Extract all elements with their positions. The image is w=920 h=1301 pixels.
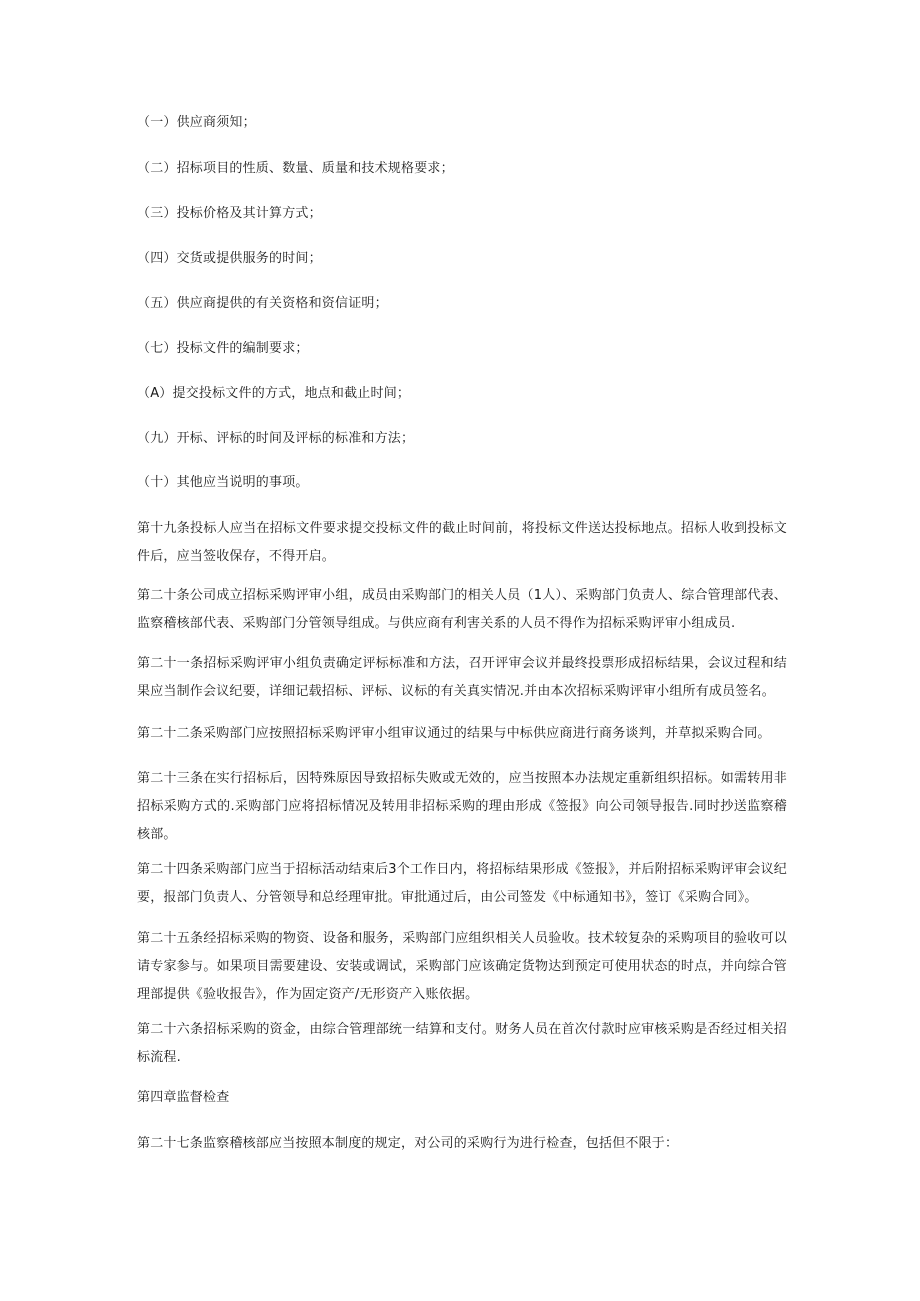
article-19: 第十九条投标人应当在招标文件要求提交投标文件的截止时间前，将投标文件送达投标地点。招标人收到投标文件后，应当签收保存，不得开启。: [137, 521, 787, 564]
list-item-1: （一）供应商须知；: [137, 115, 256, 130]
list-item-7: （七）投标文件的编制要求；: [137, 341, 309, 356]
list-item-9: （九）开标、评标的时间及评标的标准和方法；: [137, 431, 415, 446]
article-23: 第二十三条在实行招标后，因特殊原因导致招标失败或无效的，应当按照本办法规定重新组织招标。如需转用非招标采购方式的.采购部门应将招标情况及转用非招标采购的理由形成《签报》向公司领导报告.同时抄送监察稽核部。: [137, 771, 787, 842]
list-item-8: （A）提交投标文件的方式，地点和截止时间；: [137, 386, 411, 401]
list-item-4: （四）交货或提供服务的时间；: [137, 251, 322, 266]
article-20: 第二十条公司成立招标采购评审小组，成员由采购部门的相关人员（1人）、采购部门负责人、综合管理部代表、监察稽核部代表、采购部门分管领导组成。与供应商有利害关系的人员不得作为招标采购评审小组成员.: [137, 588, 787, 631]
article-22: 第二十二条采购部门应按照招标采购评审小组审议通过的结果与中标供应商进行商务谈判，并草拟采购合同。: [137, 726, 771, 741]
article-24: 第二十四条采购部门应当于招标活动结束后3个工作日内，将招标结果形成《签报》，并后附招标采购评审会议纪要，报部门负责人、分管领导和总经理审批。审批通过后，由公司签发《中标通知书》，签订《采购合同》。: [137, 862, 787, 905]
article-26: 第二十六条招标采购的资金，由综合管理部统一结算和支付。财务人员在首次付款时应审核采购是否经过相关招标流程.: [137, 1022, 787, 1065]
list-item-10: （十）其他应当说明的事项。: [137, 475, 309, 490]
article-25: 第二十五条经招标采购的物资、设备和服务，采购部门应组织相关人员验收。技术较复杂的采购项目的验收可以请专家参与。如果项目需要建设、安装或调试，采购部门应该确定货物达到预定可使用状态的时点，并向综合管理部提供《验收报告》，作为固定资产/无形资产入账依据。: [137, 931, 787, 1002]
article-21: 第二十一条招标采购评审小组负责确定评标标准和方法，召开评审会议并最终投票形成招标结果，会议过程和结果应当制作会议纪要，详细记载招标、评标、议标的有关真实情况.并由本次招标采购评审小组所有成员签名。: [137, 656, 787, 699]
list-item-3: （三）投标价格及其计算方式；: [137, 206, 322, 221]
article-27: 第二十七条监察稽核部应当按照本制度的规定，对公司的采购行为进行检查，包括但不限于：: [137, 1136, 679, 1151]
list-item-2: （二）招标项目的性质、数量、质量和技术规格要求；: [137, 161, 454, 176]
list-item-5: （五）供应商提供的有关资格和资信证明；: [137, 296, 388, 311]
chapter-heading: 第四章监督检查: [137, 1090, 230, 1105]
